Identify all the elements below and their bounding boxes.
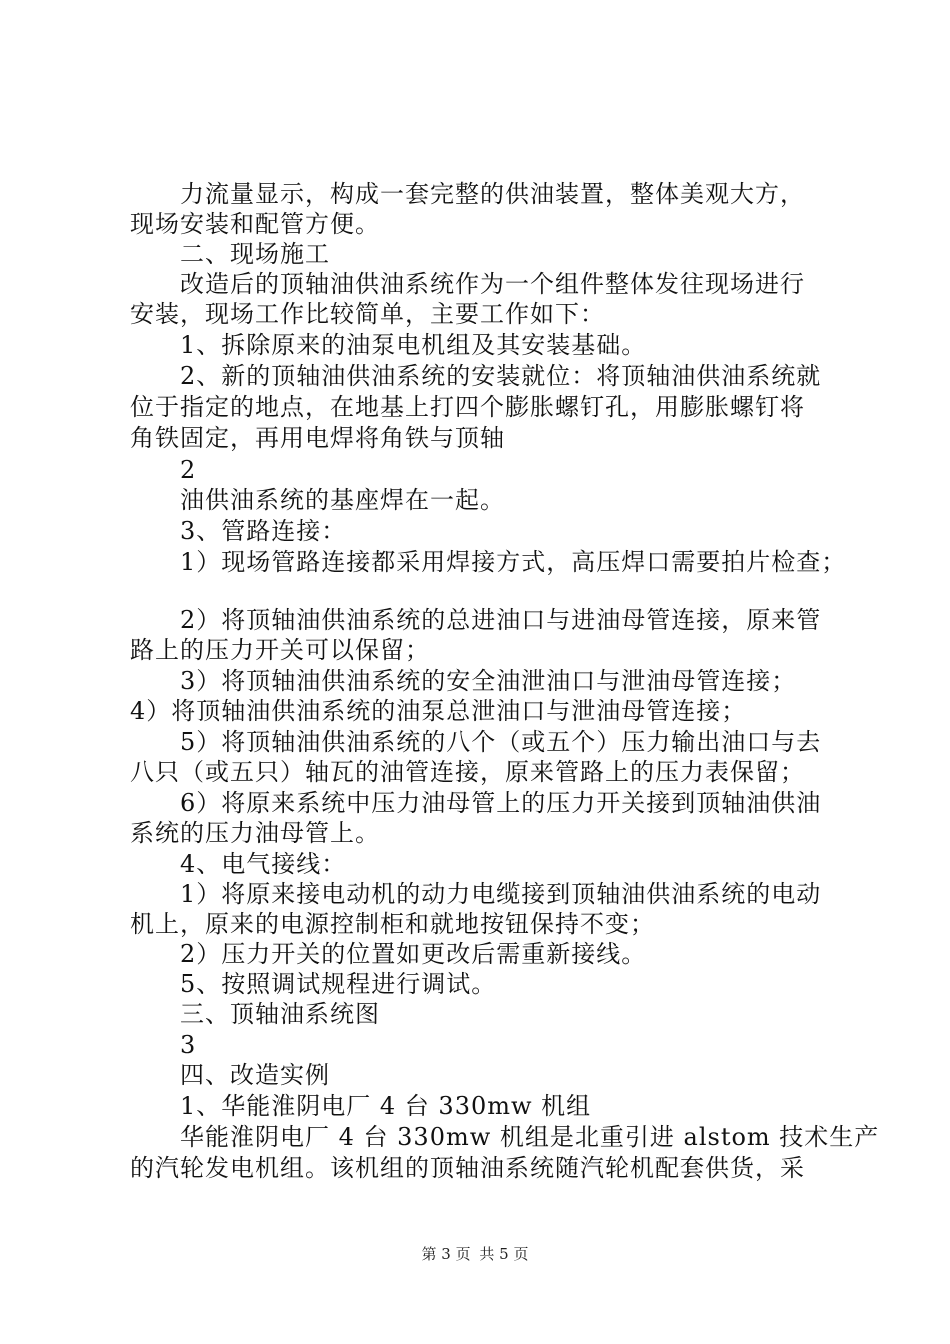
text-line: 改造后的顶轴油供油系统作为一个组件整体发往现场进行 <box>180 270 805 298</box>
text-line: 系统的压力油母管上。 <box>130 819 380 847</box>
text-line: 力流量显示，构成一套完整的供油装置，整体美观大方， <box>180 180 805 208</box>
text-line: 4、电气接线： <box>180 850 347 878</box>
text-line: 2）将顶轴油供油系统的总进油口与进油母管连接，原来管 <box>180 606 822 634</box>
text-line: 机上，原来的电源控制柜和就地按钮保持不变； <box>130 910 655 938</box>
page-footer <box>0 1244 950 1264</box>
text-line: 1、华能淮阴电厂 4 台 330mw 机组 <box>180 1092 592 1120</box>
text-line: 1）将原来接电动机的动力电缆接到顶轴油供油系统的电动 <box>180 880 822 908</box>
text-line: 2）压力开关的位置如更改后需重新接线。 <box>180 940 647 968</box>
text-line: 油供油系统的基座焊在一起。 <box>180 486 505 514</box>
text-line: 路上的压力开关可以保留； <box>130 636 430 664</box>
text-line: 3、管路连接： <box>180 517 347 545</box>
page-total: 共 5 页 <box>479 1245 529 1263</box>
text-line: 位于指定的地点，在地基上打四个膨胀螺钉孔，用膨胀螺钉将 <box>130 393 805 421</box>
text-line: 华能淮阴电厂 4 台 330mw 机组是北重引进 alstom 技术生产 <box>180 1123 880 1151</box>
text-line: 3）将顶轴油供油系统的安全油泄油口与泄油母管连接； <box>180 667 797 695</box>
text-line: 6）将原来系统中压力油母管上的压力开关接到顶轴油供油 <box>180 789 822 817</box>
text-line: 1）现场管路连接都采用焊接方式，高压焊口需要拍片检查； <box>180 548 847 576</box>
text-line: 的汽轮发电机组。该机组的顶轴油系统随汽轮机配套供货，采 <box>130 1154 805 1182</box>
text-line: 2、新的顶轴油供油系统的安装就位：将顶轴油供油系统就 <box>180 362 822 390</box>
text-line: 5）将顶轴油供油系统的八个（或五个）压力输出油口与去 <box>180 728 822 756</box>
text-line: 安装，现场工作比较简单，主要工作如下： <box>130 300 605 328</box>
text-line: 八只（或五只）轴瓦的油管连接，原来管路上的压力表保留； <box>130 758 805 786</box>
text-line: 角铁固定，再用电焊将角铁与顶轴 <box>130 424 505 452</box>
text-line: 1、拆除原来的油泵电机组及其安装基础。 <box>180 331 647 359</box>
section-heading: 三、顶轴油系统图 <box>180 1000 380 1028</box>
text-line: 4）将顶轴油供油系统的油泵总泄油口与泄油母管连接； <box>130 697 747 725</box>
inline-page-number: 3 <box>180 1031 197 1059</box>
section-heading: 四、改造实例 <box>180 1061 330 1089</box>
inline-page-number: 2 <box>180 456 197 484</box>
text-line: 现场安装和配管方便。 <box>130 210 380 238</box>
section-heading: 二、现场施工 <box>180 240 330 268</box>
text-line: 5、按照调试规程进行调试。 <box>180 970 497 998</box>
page-number: 第 3 页 <box>421 1245 471 1263</box>
